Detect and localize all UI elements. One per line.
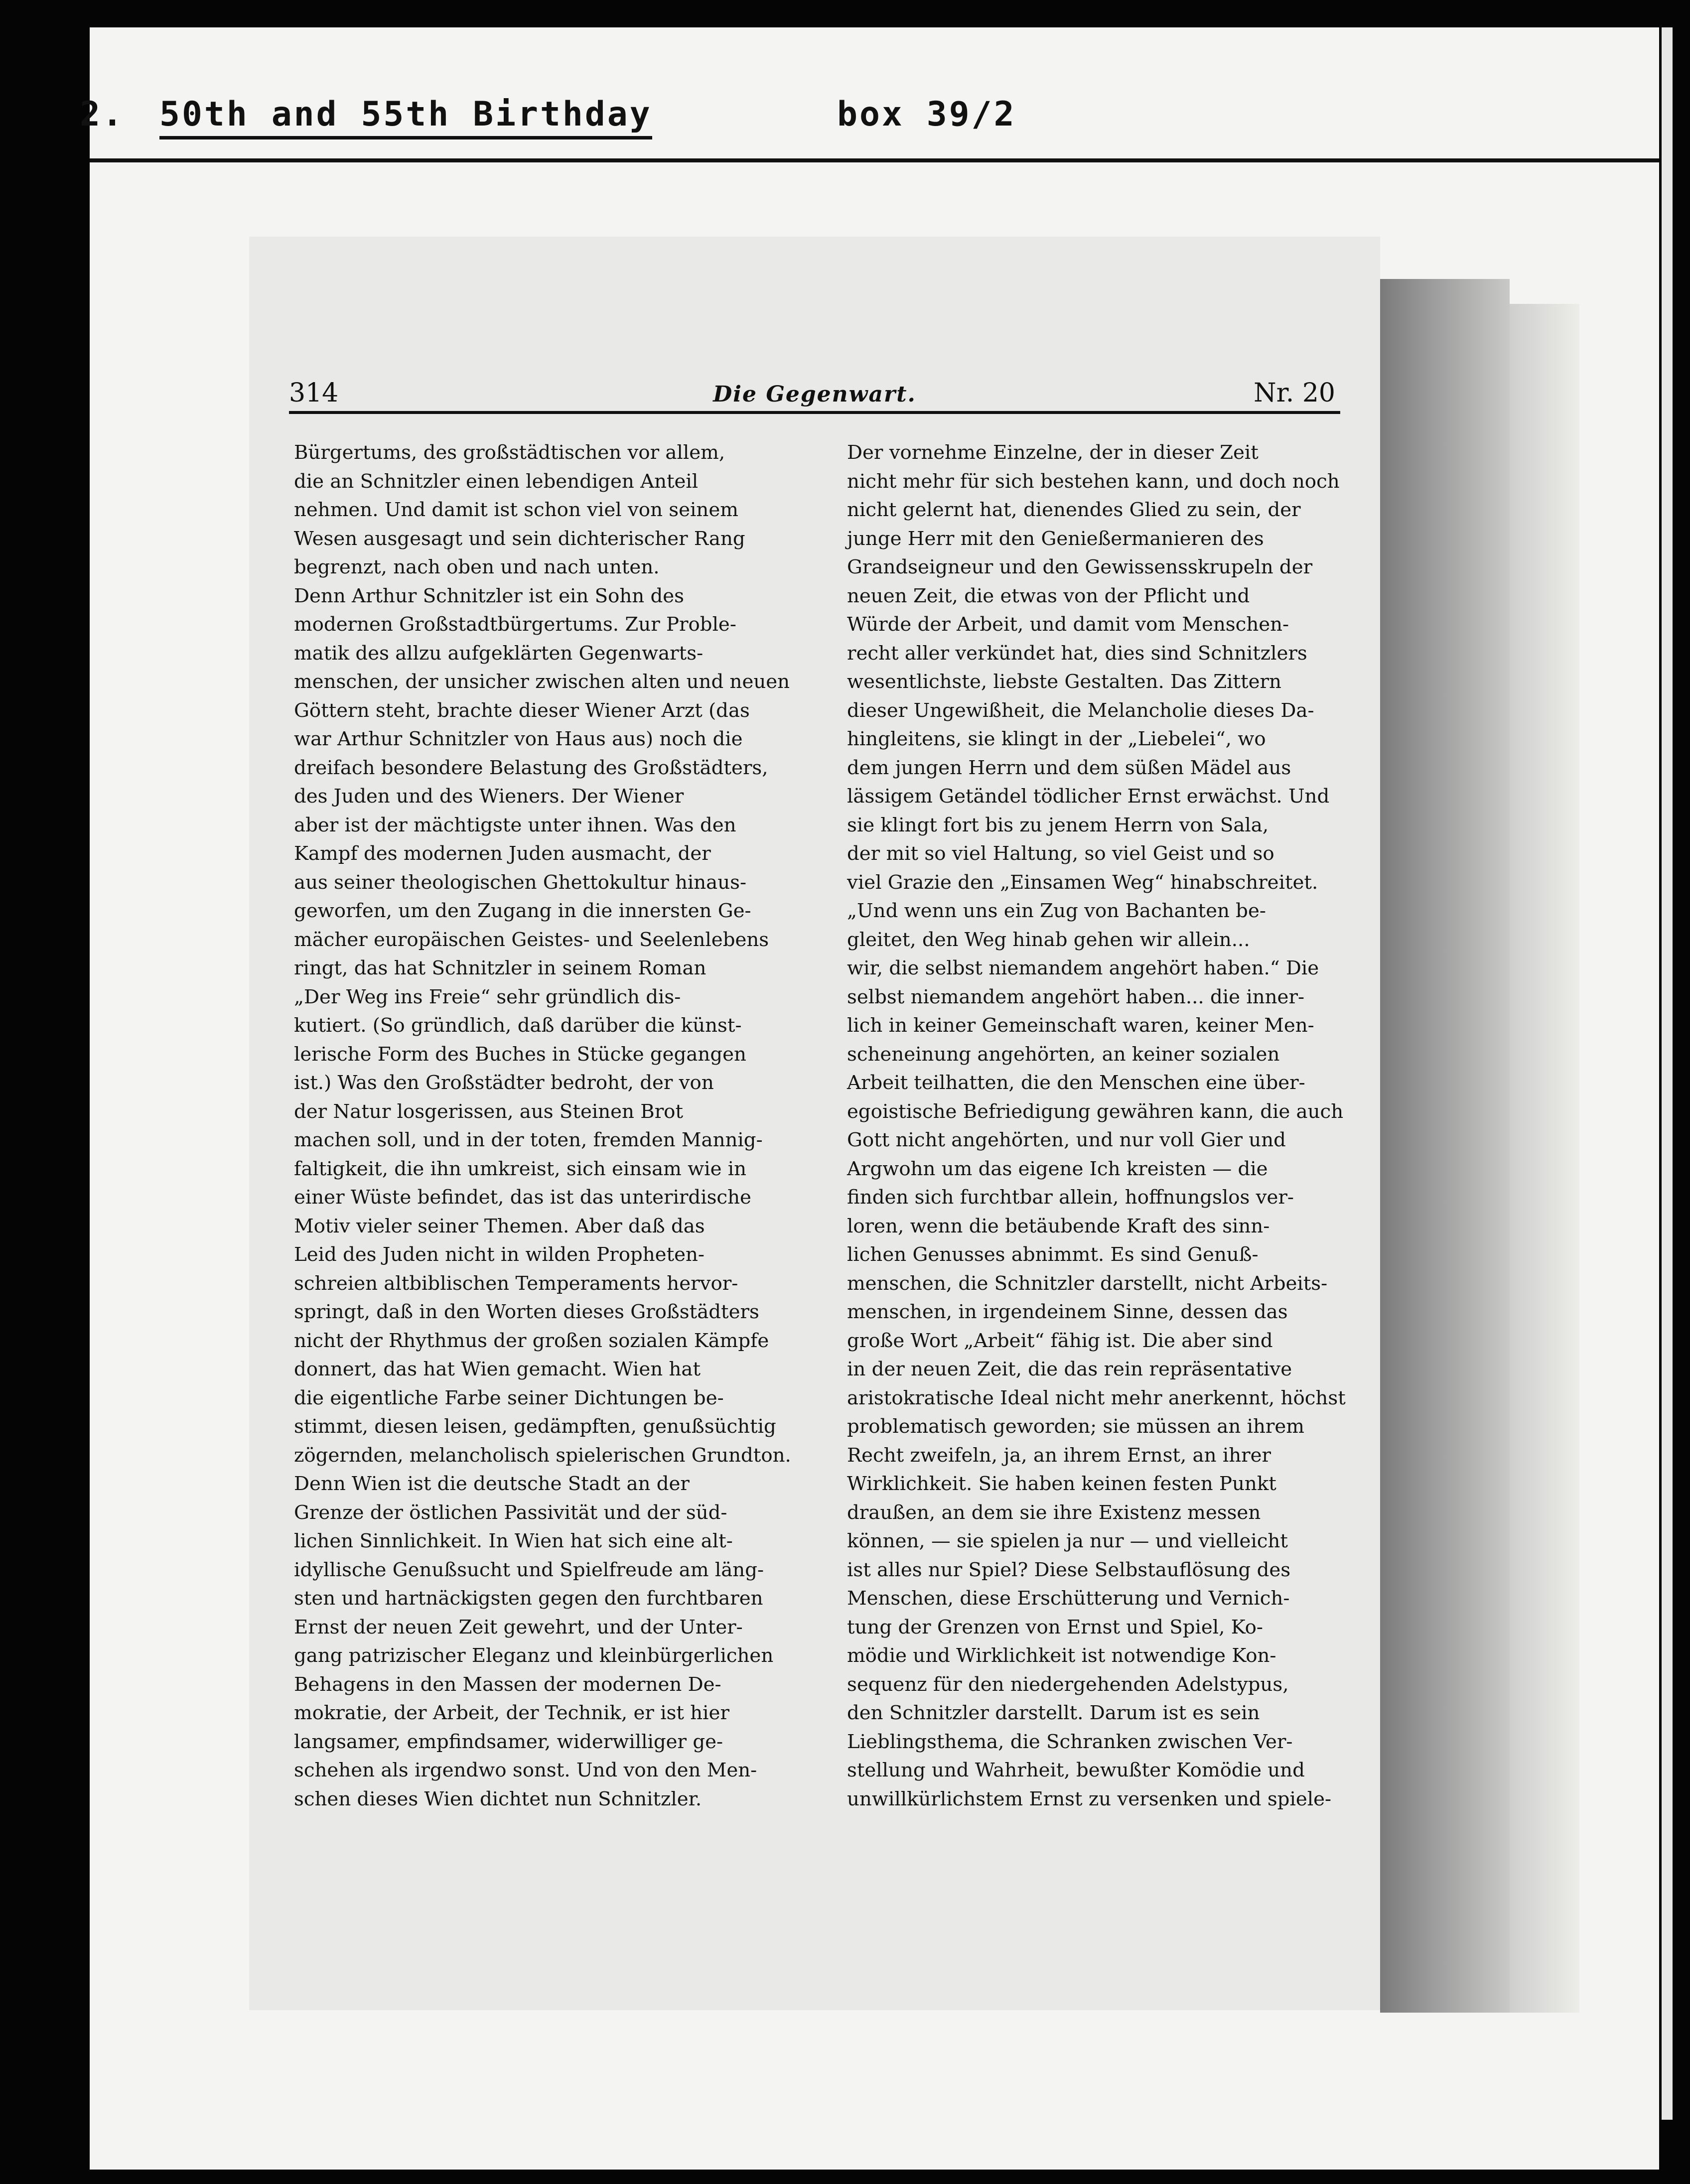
text-line: matik des allzu aufgeklärten Gegenwarts- xyxy=(294,642,704,665)
text-line: stellung und Wahrheit, bewußter Komödie und xyxy=(847,1759,1305,1781)
text-line: Behagens in den Massen der modernen De- xyxy=(294,1673,721,1696)
text-line: gleitet, den Weg hinab gehen wir allein... xyxy=(847,928,1250,951)
text-line: der Natur losgerissen, aus Steinen Brot xyxy=(294,1100,684,1123)
left-column xyxy=(294,438,797,1813)
text-line: stimmt, diesen leisen, gedämpften, genußsüchtig xyxy=(294,1415,776,1438)
text-line: neuen Zeit, die etwas von der Pflicht und xyxy=(847,584,1250,607)
text-line: viel Grazie den „Einsamen Weg“ hinabschreitet. xyxy=(847,871,1318,894)
journal-title: Die Gegenwart. xyxy=(713,382,916,407)
text-line: menschen, der unsicher zwischen alten und neuen xyxy=(294,671,790,693)
text-line: Denn Wien ist die deutsche Stadt an der xyxy=(294,1473,690,1495)
text-line: große Wort „Arbeit“ fähig ist. Die aber sind xyxy=(847,1329,1273,1352)
text-line: problematisch geworden; sie müssen an ihrem xyxy=(847,1415,1304,1438)
label-divider xyxy=(90,158,1659,162)
clipping-shadow xyxy=(1380,279,1510,2013)
text-line: Wirklichkeit. Sie haben keinen festen Punkt xyxy=(847,1473,1276,1495)
text-line: faltigkeit, die ihn umkreist, sich einsam wie in xyxy=(294,1157,747,1180)
text-line: Motiv vieler seiner Themen. Aber daß das xyxy=(294,1215,705,1237)
text-line: finden sich furchtbar allein, hoffnungslos ver- xyxy=(847,1186,1294,1209)
text-line: machen soll, und in der toten, fremden Mannig- xyxy=(294,1129,763,1151)
text-line: lerische Form des Buches in Stücke gegangen xyxy=(294,1043,746,1066)
text-line: Denn Arthur Schnitzler ist ein Sohn des xyxy=(294,584,685,607)
text-line: wesentlichste, liebste Gestalten. Das Zittern xyxy=(847,671,1281,693)
text-line: menschen, die Schnitzler darstellt, nicht Arbeits- xyxy=(847,1272,1328,1295)
text-line: draußen, an dem sie ihre Existenz messen xyxy=(847,1501,1261,1524)
text-line: schehen als irgendwo sonst. Und von den Men- xyxy=(294,1759,757,1781)
text-line: der mit so viel Haltung, so viel Geist und so xyxy=(847,842,1274,865)
text-line: langsamer, empfindsamer, widerwilliger ge- xyxy=(294,1730,723,1753)
text-line: ringt, das hat Schnitzler in seinem Roman xyxy=(294,957,706,979)
text-line: lich in keiner Gemeinschaft waren, keiner Men- xyxy=(847,1014,1314,1037)
text-line: sten und hartnäckigsten gegen den furchtbaren xyxy=(294,1587,763,1610)
text-line: Leid des Juden nicht in wilden Propheten- xyxy=(294,1243,704,1266)
text-line: Recht zweifeln, ja, an ihrem Ernst, an ihrer xyxy=(847,1444,1271,1467)
text-line: donnert, das hat Wien gemacht. Wien hat xyxy=(294,1358,701,1380)
text-line: aus seiner theologischen Ghettokultur hinaus- xyxy=(294,871,747,894)
text-line: aber ist der mächtigste unter ihnen. Was den xyxy=(294,814,736,836)
text-line: nicht gelernt hat, dienendes Glied zu sein, der xyxy=(847,499,1301,521)
text-line: Gott nicht angehörten, und nur voll Gier und xyxy=(847,1129,1286,1151)
text-line: unwillkürlichstem Ernst zu versenken und spiele- xyxy=(847,1787,1332,1810)
folder-label xyxy=(70,95,1266,149)
text-line: dem jungen Herrn und dem süßen Mädel aus xyxy=(847,756,1291,779)
issue-number: Nr. 20 xyxy=(1254,378,1335,408)
text-line: Ernst der neuen Zeit gewehrt, und der Unter- xyxy=(294,1616,743,1638)
text-line: den Schnitzler darstellt. Darum ist es sein xyxy=(847,1702,1260,1724)
text-line: wir, die selbst niemandem angehört haben.“ Die xyxy=(847,957,1319,979)
text-line: nehmen. Und damit ist schon viel von seinem xyxy=(294,499,738,521)
text-line: aristokratische Ideal nicht mehr anerkennt, höchst xyxy=(847,1386,1346,1409)
text-line: sie klingt fort bis zu jenem Herrn von Sala, xyxy=(847,814,1269,836)
text-line: die eigentliche Farbe seiner Dichtungen be- xyxy=(294,1386,724,1409)
text-line: schen dieses Wien dichtet nun Schnitzler. xyxy=(294,1787,702,1810)
text-line: nicht der Rhythmus der großen sozialen Kämpfe xyxy=(294,1329,769,1352)
text-line: Arbeit teilhatten, die den Menschen eine über- xyxy=(847,1072,1305,1094)
text-line: lichen Genusses abnimmt. Es sind Genuß- xyxy=(847,1243,1259,1266)
text-line: können, — sie spielen ja nur — und vielleicht xyxy=(847,1530,1288,1552)
text-line: „Der Weg ins Freie“ sehr gründlich dis- xyxy=(294,985,681,1008)
folder-title: 50th and 55th Birthday xyxy=(159,95,652,139)
text-line: geworfen, um den Zugang in die innersten Ge- xyxy=(294,900,751,922)
text-line: Würde der Arbeit, und damit vom Menschen- xyxy=(847,613,1289,636)
text-line: junge Herr mit den Genießermanieren des xyxy=(847,527,1264,550)
text-line: „Und wenn uns ein Zug von Bachanten be- xyxy=(847,900,1266,922)
text-line: gang patrizischer Eleganz und kleinbürgerlichen xyxy=(294,1644,774,1667)
text-line: selbst niemandem angehört haben... die inner- xyxy=(847,985,1305,1008)
right-column xyxy=(847,438,1350,1813)
text-line: schreien altbiblischen Temperaments hervor- xyxy=(294,1272,738,1295)
text-line: Menschen, diese Erschütterung und Vernich- xyxy=(847,1587,1290,1610)
text-line: Wesen ausgesagt und sein dichterischer Rang xyxy=(294,527,745,550)
box-number: box 39/2 xyxy=(837,95,1016,134)
folder-number: 2. xyxy=(80,95,125,134)
text-line: idyllische Genußsucht und Spielfreude am läng- xyxy=(294,1558,764,1581)
text-line: in der neuen Zeit, die das rein repräsentative xyxy=(847,1358,1292,1380)
text-line: dieser Ungewißheit, die Melancholie dieses Da- xyxy=(847,699,1314,722)
clipping-shadow-fade xyxy=(1510,304,1579,2013)
text-line: dreifach besondere Belastung des Großstädters, xyxy=(294,756,768,779)
board-edge xyxy=(1662,27,1673,2120)
text-line: ist alles nur Spiel? Diese Selbstauflösung des xyxy=(847,1558,1291,1581)
text-line: des Juden und des Wieners. Der Wiener xyxy=(294,785,684,808)
text-line: egoistische Befriedigung gewähren kann, die auch xyxy=(847,1100,1344,1123)
page-number: 314 xyxy=(289,378,339,408)
text-line: springt, daß in den Worten dieses Großstädters xyxy=(294,1301,759,1323)
text-line: lässigem Getändel tödlicher Ernst erwächst. Und xyxy=(847,785,1330,808)
text-line: Grenze der östlichen Passivität und der süd- xyxy=(294,1501,727,1524)
text-line: nicht mehr für sich bestehen kann, und doch noch xyxy=(847,470,1340,493)
text-line: kutiert. (So gründlich, daß darüber die künst- xyxy=(294,1014,742,1037)
text-line: lichen Sinnlichkeit. In Wien hat sich eine alt- xyxy=(294,1530,733,1552)
text-line: Bürgertums, des großstädtischen vor allem, xyxy=(294,441,725,464)
text-line: loren, wenn die betäubende Kraft des sinn- xyxy=(847,1215,1270,1237)
text-line: einer Wüste befindet, das ist das unterirdische xyxy=(294,1186,751,1209)
text-line: Kampf des modernen Juden ausmacht, der xyxy=(294,842,711,865)
text-line: Argwohn um das eigene Ich kreisten — die xyxy=(847,1157,1268,1180)
text-line: mokratie, der Arbeit, der Technik, er ist hier xyxy=(294,1702,729,1724)
text-line: zögernden, melancholisch spielerischen Grundton. xyxy=(294,1444,791,1467)
text-line: modernen Großstadtbürgertums. Zur Proble- xyxy=(294,613,736,636)
text-line: mödie und Wirklichkeit ist notwendige Kon- xyxy=(847,1644,1276,1667)
text-line: menschen, in irgendeinem Sinne, dessen das xyxy=(847,1301,1288,1323)
text-line: hingleitens, sie klingt in der „Liebelei“, wo xyxy=(847,728,1266,750)
text-line: Lieblingsthema, die Schranken zwischen Ver- xyxy=(847,1730,1293,1753)
text-line: tung der Grenzen von Ernst und Spiel, Ko- xyxy=(847,1616,1263,1638)
text-line: ist.) Was den Großstädter bedroht, der von xyxy=(294,1072,714,1094)
text-line: recht aller verkündet hat, dies sind Schnitzlers xyxy=(847,642,1307,665)
text-line: war Arthur Schnitzler von Haus aus) noch die xyxy=(294,728,743,750)
text-line: sequenz für den niedergehenden Adelstypus, xyxy=(847,1673,1289,1696)
clipping-header xyxy=(289,371,1340,414)
text-line: die an Schnitzler einen lebendigen Anteil xyxy=(294,470,699,493)
text-line: Der vornehme Einzelne, der in dieser Zeit xyxy=(847,441,1259,464)
text-line: begrenzt, nach oben und nach unten. xyxy=(294,556,660,578)
text-line: scheneinung angehörten, an keiner sozialen xyxy=(847,1043,1280,1066)
text-line: mächer europäischen Geistes- und Seelenlebens xyxy=(294,928,769,951)
text-line: Grandseigneur und den Gewissensskrupeln der xyxy=(847,556,1313,578)
text-line: Göttern steht, brachte dieser Wiener Arzt (das xyxy=(294,699,750,722)
